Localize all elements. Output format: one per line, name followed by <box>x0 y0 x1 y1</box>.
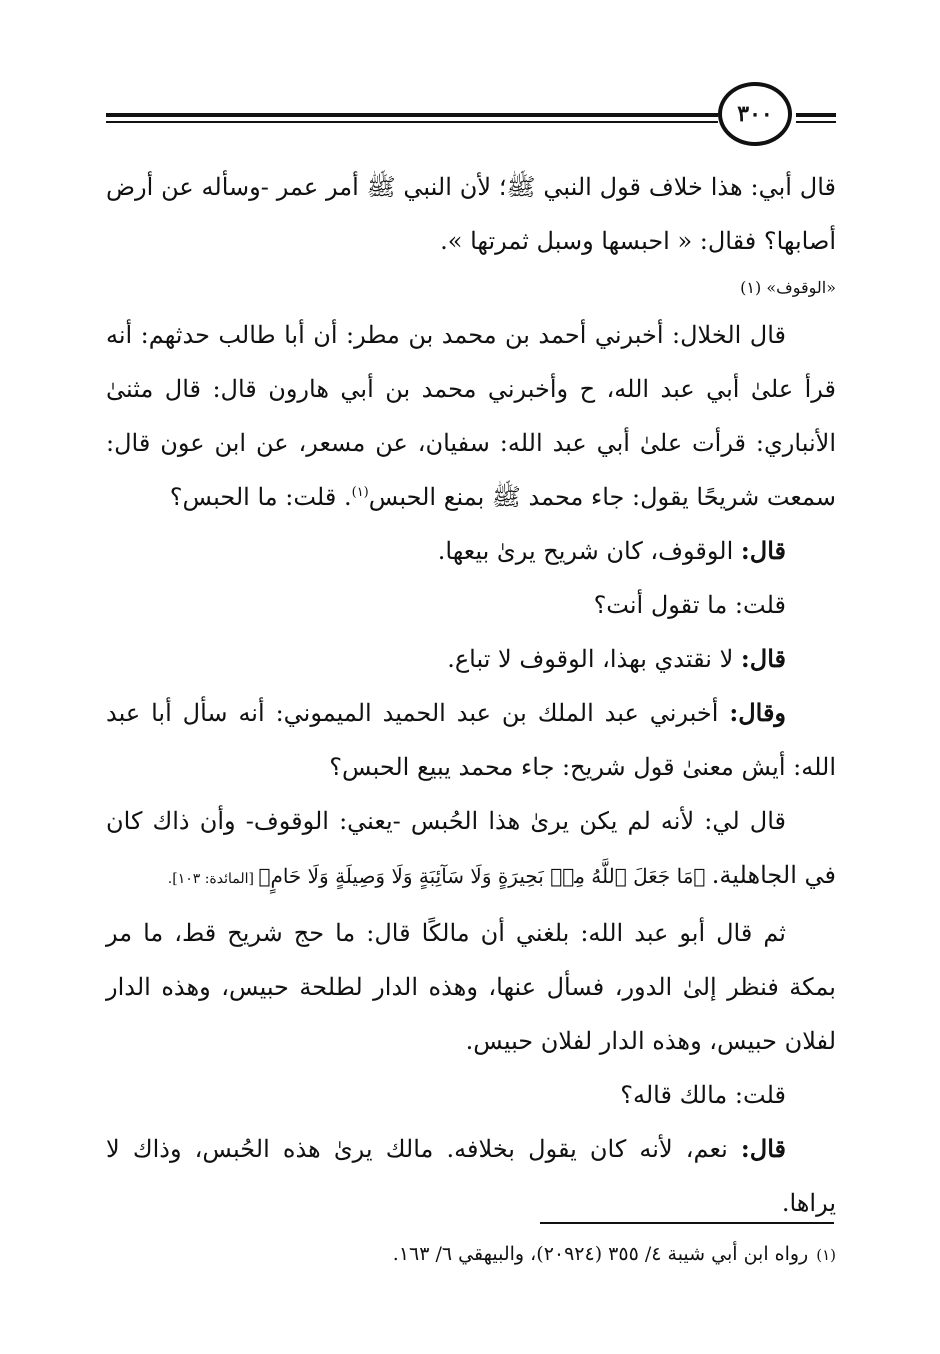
paragraph-8: ثم قال أبو عبد الله: بلغني أن مالكًا قال: ما حج شريح قط، ما مر بمكة فنظر إلىٰ الدور، فسأل عنها، وهذه الدار لطلحة حبيس، وهذه الدار لفلان حبيس، وهذه الدار لفلان حبيس. <box>106 919 836 1055</box>
header-rule <box>106 113 718 117</box>
paragraph-1: قال أبي: هذا خلاف قول النبي ﷺ؛ لأن النبي ﷺ أمر عمر -وسأله عن أرض أصابها؟ فقال: « احبسها وسبل ثمرتها ». <box>106 173 836 255</box>
paragraph-9: قلت: مالك قاله؟ <box>620 1081 786 1109</box>
footnote-marker: (١) <box>351 485 369 500</box>
header-rule-right <box>796 113 836 117</box>
footnote-number: (١) <box>816 1246 836 1264</box>
paragraph-6-text: أخبرني عبد الملك بن عبد الحميد الميموني: أنه سأل أبا عبد الله: أيش معنىٰ قول شريح: جاء محمد يبيع الحبس؟ <box>106 699 836 781</box>
paragraph-5-text: لا نقتدي بهذا، الوقوف لا تباع. <box>447 645 741 673</box>
body-text <box>106 160 836 1230</box>
paragraph-7 <box>106 794 836 906</box>
header-rule-right-thin <box>796 121 836 123</box>
speaker-label: قال: <box>740 644 786 673</box>
page-header <box>106 70 836 150</box>
speaker-label: قال: <box>740 536 786 565</box>
footnote-text: رواه ابن أبي شيبة ٤/ ٣٥٥ (٢٠٩٢٤)، والبيهقي ٦/ ١٦٣. <box>392 1243 809 1265</box>
page-number: ٣٠٠ <box>718 82 792 146</box>
paragraph-6 <box>106 686 836 794</box>
paragraph-10-text: نعم، لأنه كان يقول بخلافه. مالك يرىٰ هذه الحُبس، وذاك لا يراها. <box>106 1135 836 1217</box>
speaker-label: وقال: <box>729 698 786 727</box>
paragraph-5 <box>106 632 836 686</box>
paragraph-2-main: قال الخلال: أخبرني أحمد بن محمد بن مطر: أن أبا طالب حدثهم: أنه قرأ علىٰ أبي عبد الله، ح وأخبرني محمد بن أبي هارون قال: قال مثنىٰ الأنباري: قرأت علىٰ أبي عبد الله: سفيان، عن مسعر، عن ابن عون قال: سمعت شريحًا يقول: جاء محمد ﷺ بمنع الحبس <box>106 321 836 511</box>
paragraph-1-reference: «الوقوف» (١) <box>740 278 836 297</box>
paragraph-4: قلت: ما تقول أنت؟ <box>593 591 786 619</box>
paragraph-10 <box>106 1122 836 1230</box>
quran-verse: ﴿مَا جَعَلَ ٱللَّهُ مِنۢ بَحِيرَةٍ وَلَا سَآئِبَةٍ وَلَا وَصِيلَةٍ وَلَا حَامٍ﴾ <box>258 864 712 888</box>
paragraph-7-text: قال لي: لأنه لم يكن يرىٰ هذا الحُبس -يعني: الوقوف- وأن ذاك كان في الجاهلية. <box>106 807 836 889</box>
paragraph-3 <box>106 524 836 578</box>
paragraph-2 <box>106 308 836 524</box>
header-rule-thin <box>106 121 718 123</box>
paragraph-3-text: الوقوف، كان شريح يرىٰ بيعها. <box>437 537 741 565</box>
paragraph-2-tail: . قلت: ما الحبس؟ <box>169 483 352 511</box>
verse-reference: [المائدة: ١٠٣]. <box>167 871 259 887</box>
footnote-divider <box>540 1222 834 1224</box>
speaker-label: قال: <box>740 1134 786 1163</box>
footnote <box>106 1238 836 1271</box>
